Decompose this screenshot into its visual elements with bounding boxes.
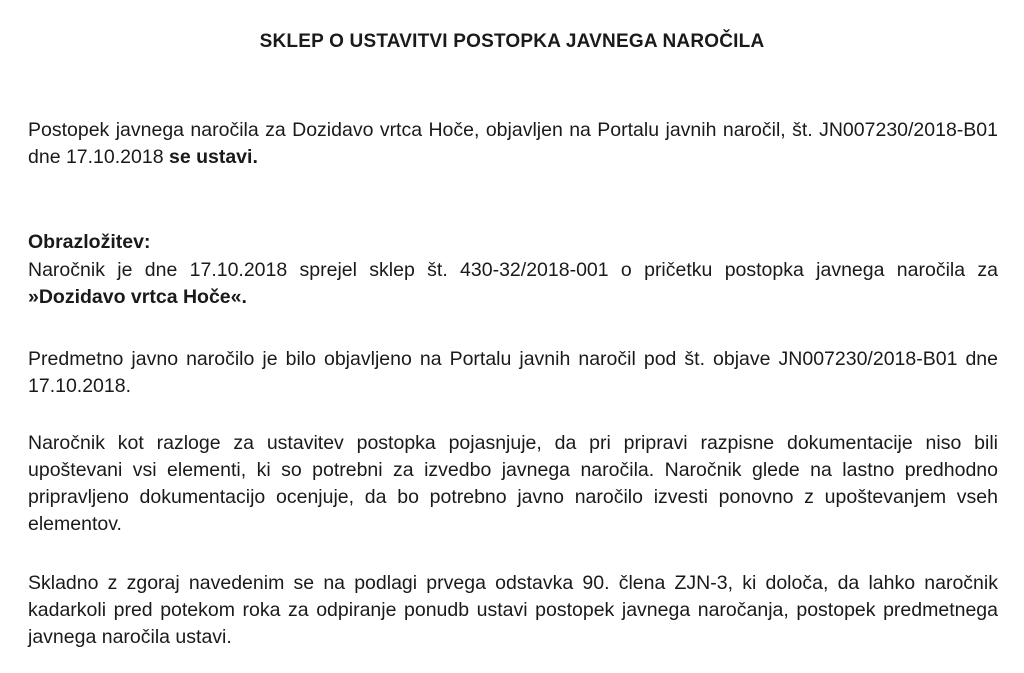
reasoning-paragraph-3: Naročnik kot razloge za ustavitev postopka pojasnjuje, da pri pripravi razpisne dokumentacije niso bili upoštevani vsi elementi, ki so potrebni za izvedbo javnega naročila. Naročnik glede na lastno predhodno pripravljeno dokumentacijo ocenjuje, da bo potrebno javno naročilo izvesti ponovno z upoštevanjem vseh elementov. [28,432,998,535]
reasoning-paragraph-1 [28,257,998,311]
reasoning-heading: Obrazložitev: [28,231,151,253]
reasoning-p1-text: Naročnik je dne 17.10.2018 sprejel sklep št. 430-32/2018-001 o pričetku postopka javnega naročila za [28,259,998,281]
reasoning-paragraph-2: Predmetno javno naročilo je bilo objavljeno na Portalu javnih naročil pod št. objave JN007230/2018-B01 dne 17.10.2018. [28,348,998,397]
decision-text: Postopek javnega naročila za Dozidavo vrtca Hoče, objavljen na Portalu javnih naročil, št. JN007230/2018-B01 dne 17.10.2018 [28,119,998,168]
document-title: SKLEP O USTAVITVI POSTOPKA JAVNEGA NAROČILA [259,31,765,52]
decision-emphasis: se ustavi. [168,146,258,168]
decision-paragraph [28,117,998,171]
reasoning-p1-emphasis: »Dozidavo vrtca Hoče«. [28,286,247,308]
reasoning-paragraph-4: Skladno z zgoraj navedenim se na podlagi prvega odstavka 90. člena ZJN-3, ki določa, da lahko naročnik kadarkoli pred potekom roka za odpiranje ponudb ustavi postopek javnega naročanja, postopek predmetnega javnega naročila ustavi. [28,572,998,648]
